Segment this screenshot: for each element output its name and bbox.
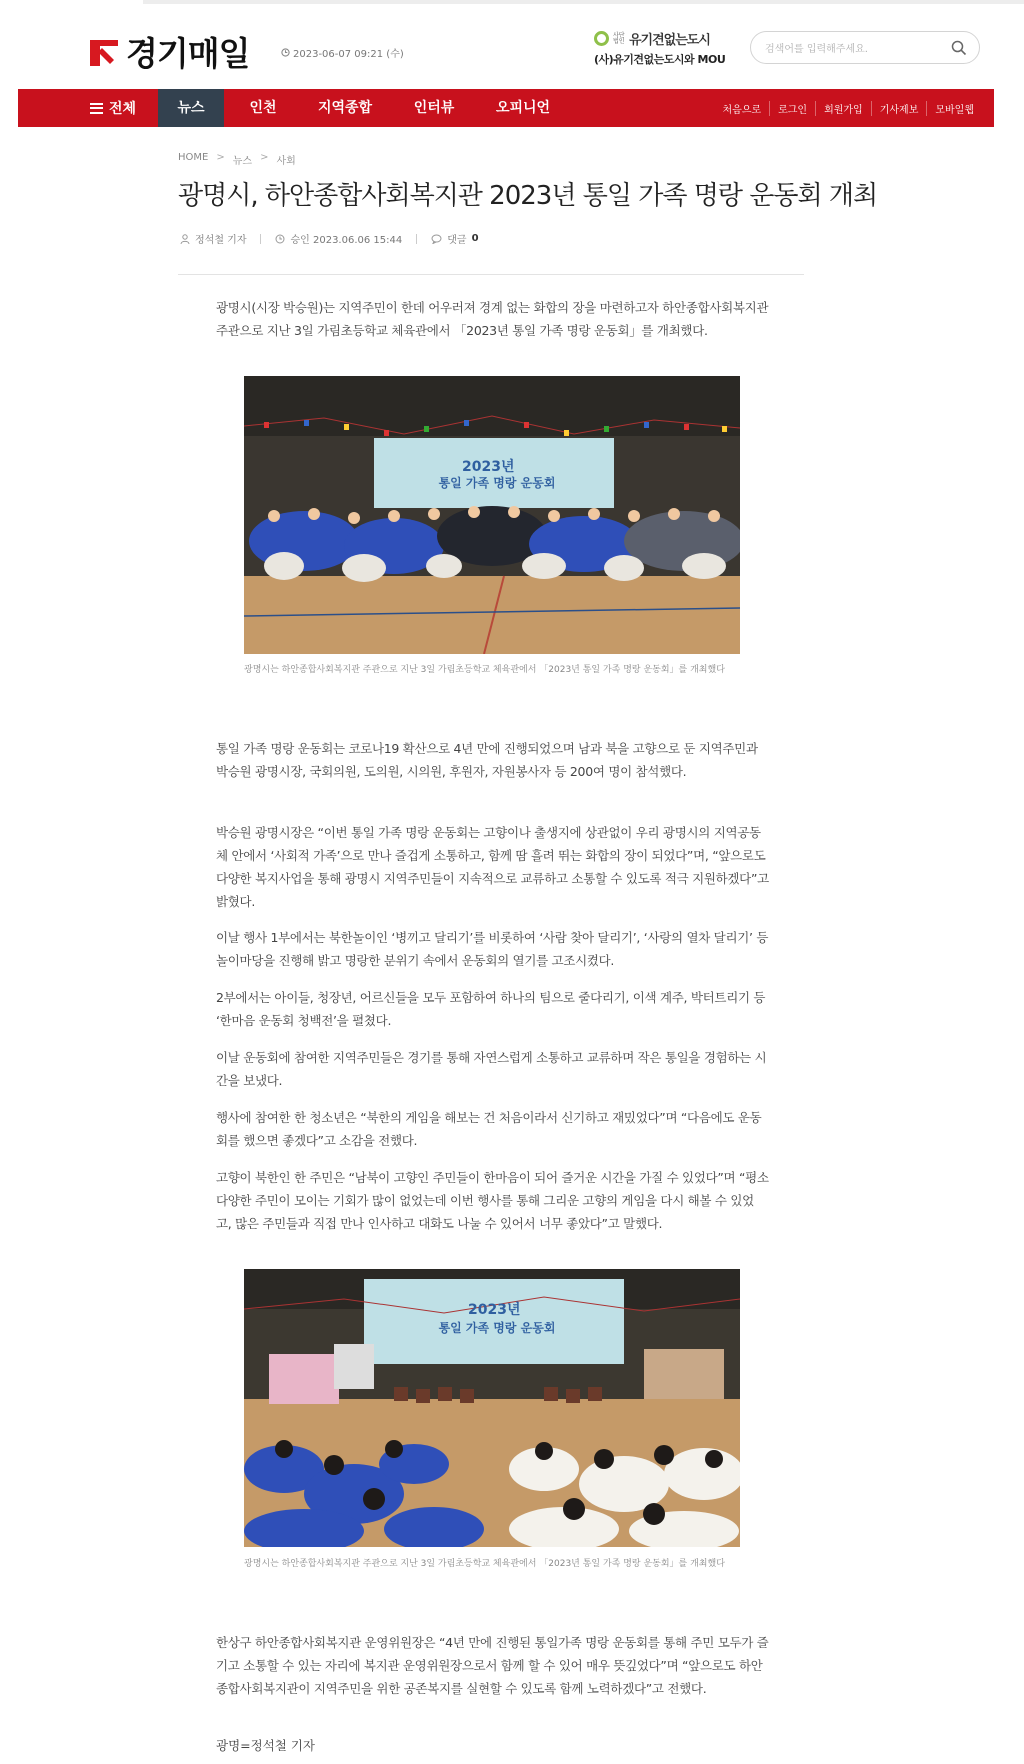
utility-links bbox=[714, 89, 982, 127]
photo-banner-year: 2023년 bbox=[468, 1302, 521, 1318]
breadcrumb-separator: > bbox=[260, 152, 269, 163]
site-logo[interactable] bbox=[88, 28, 250, 75]
mou-small-text: 사단법인 bbox=[613, 31, 625, 45]
article-paragraph: 이날 행사 1부에서는 북한놀이인 ‘병끼고 달리기’를 비롯하여 ‘사람 찾아 달리기’, ‘사랑의 열차 달리기’ 등 놀이마당을 진행해 밝고 명랑한 분위기 속에서 운동회의 열기를 고조시켰다. bbox=[216, 930, 769, 968]
datetime-text: 2023-06-07 09:21 (수) bbox=[293, 49, 404, 60]
article-paragraph: 고향이 북한인 한 주민은 “남북이 고향인 주민들이 한마음이 되어 즐거운 시간을 가질 수 있었다”며 “평소 다양한 주민이 모이는 기회가 많이 없었는데 이번 행사를 통해 그리운 고향의 게임을 다시 해볼 수 있었고, 많은 주민들과 직접 만나 인사하고 대화도 나눌 수 있어서 너무 좋았다”고 말했다. bbox=[216, 1170, 769, 1231]
article-byline: 광명=정석철 기자 bbox=[216, 1738, 315, 1753]
search-box bbox=[750, 31, 980, 64]
nav-item-news[interactable]: 뉴스 bbox=[158, 89, 224, 127]
article-paragraph: 박승원 광명시장은 “이번 통일 가족 명랑 운동회는 고향이나 출생지에 상관없이 우리 광명시의 지역공동체 안에서 ‘사회적 가족’으로 만나 즐겁게 소통하고, 함께 땀 흘려 뛰는 화합의 장이 되었다”며, “앞으로도 다양한 복지사업을 통해 광명시 지역주민들이 지속적으로 교류하고 소통할 수 있도록 적극 지원하겠다”고 밝혔다. bbox=[216, 825, 769, 909]
article-photo[interactable] bbox=[244, 1269, 740, 1547]
photo-caption: 광명시는 하안종합사회복지관 주관으로 지난 3일 가림초등학교 체육관에서 「2023년 통일 가족 명랑 운동회」를 개최했다 bbox=[244, 665, 725, 675]
photo-caption: 광명시는 하안종합사회복지관 주관으로 지난 3일 가림초등학교 체육관에서 「2023년 통일 가족 명랑 운동회」를 개최했다 bbox=[244, 1559, 725, 1569]
article-paragraph: 행사에 참여한 한 청소년은 “북한의 게임을 해보는 건 처음이라서 신기하고 재밌었다”며 “다음에도 운동회를 했으면 좋겠다”고 소감을 전했다. bbox=[216, 1110, 762, 1148]
article-paragraph: 2부에서는 아이들, 청장년, 어르신들을 모두 포함하여 하나의 팀으로 줄다리기, 이색 계주, 박터트리기 등 ‘한마음 운동회 청백전’을 펼쳤다. bbox=[216, 990, 766, 1028]
comments-count: 0 bbox=[471, 233, 479, 244]
logo-text: 경기매일 bbox=[126, 34, 250, 73]
menu-icon bbox=[90, 103, 103, 114]
breadcrumb-separator: > bbox=[216, 152, 225, 163]
nav-item-interview[interactable]: 인터뷰 bbox=[413, 100, 455, 116]
nav-item-regional[interactable]: 지역종합 bbox=[317, 100, 373, 116]
mou-logo-icon bbox=[594, 31, 609, 46]
mou-brand-text: 유기견없는도시 bbox=[629, 33, 710, 48]
comment-icon bbox=[431, 234, 442, 244]
approved-info bbox=[275, 231, 402, 246]
util-link-login[interactable]: 로그인 bbox=[769, 101, 815, 116]
nav-item-incheon[interactable]: 인천 bbox=[249, 100, 277, 116]
photo-banner-title: 통일 가족 명랑 운동회 bbox=[438, 1321, 556, 1335]
reporter-name: 정석철 기자 bbox=[195, 235, 247, 246]
article-photo[interactable] bbox=[244, 376, 740, 654]
util-link-mobile[interactable]: 모바일웹 bbox=[926, 101, 982, 116]
person-icon bbox=[180, 234, 190, 244]
breadcrumb-home[interactable]: HOME bbox=[178, 152, 209, 163]
current-datetime bbox=[281, 45, 404, 60]
article-title: 광명시, 하안종합사회복지관 2023년 통일 가족 명랑 운동회 개최 bbox=[178, 181, 878, 211]
mou-banner[interactable] bbox=[594, 29, 734, 67]
nav-all-menu[interactable] bbox=[90, 89, 136, 127]
main-nav bbox=[18, 89, 994, 127]
group-photo-image bbox=[244, 376, 740, 654]
comments-link[interactable] bbox=[431, 231, 478, 246]
clock-icon bbox=[281, 48, 290, 57]
header-divider bbox=[178, 274, 804, 275]
search-input[interactable] bbox=[763, 39, 947, 59]
meta-divider bbox=[416, 234, 417, 244]
search-icon[interactable] bbox=[951, 40, 967, 56]
reporter-info bbox=[180, 231, 246, 246]
meta-divider bbox=[260, 234, 261, 244]
article-paragraph: 광명시(시장 박승원)는 지역주민이 한데 어우러져 경계 없는 화합의 장을 마련하고자 하안종합사회복지관 주관으로 지난 3일 가림초등학교 체육관에서 「2023년 통일 가족 명랑 운동회」를 개최했다. bbox=[216, 300, 769, 338]
photo-banner-year: 2023년 bbox=[462, 459, 515, 475]
mou-line-text: (사)유기견없는도시와 MOU bbox=[594, 53, 726, 66]
article-paragraph: 통일 가족 명랑 운동회는 코로나19 확산으로 4년 만에 진행되었으며 남과 북을 고향으로 둔 지역주민과 박승원 광명시장, 국회의원, 도의원, 시의원, 후원자, 자원봉사자 등 200여 명이 참석했다. bbox=[216, 741, 758, 779]
nav-all-label: 전체 bbox=[109, 101, 137, 117]
approved-date: 승인 2023.06.06 15:44 bbox=[290, 235, 403, 246]
util-link-report[interactable]: 기사제보 bbox=[871, 101, 927, 116]
comments-label: 댓글 bbox=[447, 235, 467, 246]
breadcrumb-society[interactable]: 사회 bbox=[276, 156, 296, 167]
util-link-signup[interactable]: 회원가입 bbox=[815, 101, 871, 116]
photo-banner-title: 통일 가족 명랑 운동회 bbox=[438, 476, 556, 490]
util-link-home[interactable]: 처음으로 bbox=[722, 104, 762, 116]
breadcrumb-news[interactable]: 뉴스 bbox=[232, 156, 253, 167]
article-paragraph: 이날 운동회에 참여한 지역주민들은 경기를 통해 자연스럽게 소통하고 교류하며 작은 통일을 경험하는 시간을 보냈다. bbox=[216, 1050, 767, 1088]
logo-arrow-icon bbox=[88, 36, 120, 68]
site-header bbox=[0, 0, 1024, 88]
article-meta bbox=[180, 231, 479, 246]
breadcrumb bbox=[178, 152, 296, 167]
article-paragraph: 한상구 하안종합사회복지관 운영위원장은 “4년 만에 진행된 통일가족 명랑 운동회를 통해 주민 모두가 즐기고 소통할 수 있는 자리에 복지관 운영위원장으로서 함께 할 수 있어 매우 뜻깊었다”며 “앞으로도 하안종합사회복지관이 지역주민을 위한 공존복지를 실현할 수 있도록 함께 노력하겠다”고 전했다. bbox=[216, 1635, 769, 1696]
nav-item-opinion[interactable]: 오피니언 bbox=[495, 100, 551, 116]
clock-icon bbox=[275, 234, 285, 244]
